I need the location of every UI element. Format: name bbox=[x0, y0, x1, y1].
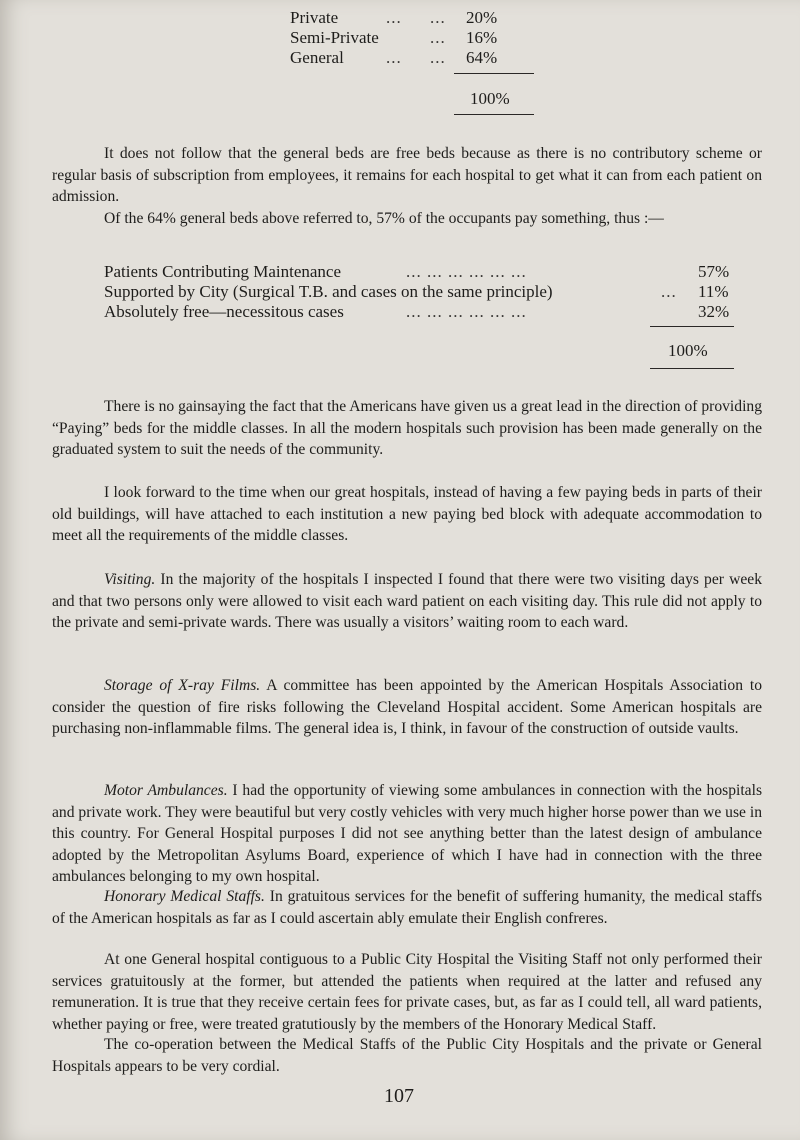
paragraph: I look forward to the time when our great hospitals, instead of having a few paying beds in parts of their old buildings, will have attached to each institution a new paying bed block with adequate accommodation to meet all the requirements of the middle classes. bbox=[52, 484, 762, 544]
paragraph: The co-operation between the Medical Staffs of the Public City Hospitals and the private or General Hospitals appears to be very cordial. bbox=[52, 1036, 762, 1075]
leader-dots: ... bbox=[661, 282, 677, 301]
paragraph-text: In the majority of the hospitals I inspected I found that there were two visiting days per week and that two persons only were allowed to visit each ward patient on each visiting day. This rule did not apply to the private and semi-private wards. There was usually a visitors’ waiting room to each ward. bbox=[52, 571, 762, 631]
leader-dots: ... bbox=[430, 8, 446, 27]
table-row bbox=[290, 8, 550, 28]
row-value: 16% bbox=[466, 28, 498, 47]
table-row bbox=[104, 282, 734, 302]
row-value: 11% bbox=[698, 282, 729, 301]
leader-dots: ... ... ... ... ... ... bbox=[406, 302, 527, 321]
table-rule bbox=[454, 73, 534, 74]
leader-dots: ... bbox=[430, 48, 446, 67]
section-heading: Honorary Medical Staffs. bbox=[104, 888, 265, 905]
paragraph: At one General hospital contiguous to a Public City Hospital the Visiting Staff not only performed their services gratuitously at the former, but attended the patients when required at the latter and refused any remuneration. It is true that they receive certain fees for private cases, but, as far as I could tell, all ward patients, whether paying or free, were treated gratutiously by the members of the Honorary Medical Staff. bbox=[52, 951, 762, 1033]
row-value: 57% bbox=[698, 262, 730, 281]
table-rule bbox=[650, 368, 734, 369]
table-row bbox=[104, 302, 734, 322]
table-rule bbox=[454, 114, 534, 115]
paragraph-text: I had the opportunity of viewing some ambulances in connection with the hospitals and private work. They were beautiful but very costly vehicles with very much higher horse power than we use in this country. For General Hospital purposes I did not see anything better than the latest design of ambulance adopted by the Metropolitan Asylums Board, experience of which I have had in connection with the three ambulances belonging to my own hospital. bbox=[52, 782, 763, 885]
leader-dots: ... bbox=[386, 48, 402, 67]
row-label: Semi-Private bbox=[290, 28, 379, 47]
paragraph: It does not follow that the general beds are free beds because as there is no contributory scheme or regular basis of subscription from employees, it remains for each hospital to get what it can from each patient on admission. bbox=[52, 145, 762, 205]
general-beds-table bbox=[104, 262, 734, 326]
table-row bbox=[290, 48, 550, 68]
row-label: Private bbox=[290, 8, 339, 27]
paragraph: There is no gainsaying the fact that the Americans have given us a great lead in the direction of providing “Paying” beds for the middle classes. In all the modern hospitals such provision has been made generally on the graduated system to suit the needs of the community. bbox=[52, 398, 762, 458]
row-value: 64% bbox=[466, 48, 498, 67]
paragraph-xray bbox=[52, 675, 762, 740]
section-heading: Visiting. bbox=[104, 571, 156, 588]
bed-distribution-table bbox=[290, 8, 550, 72]
paragraph-text: In gratuitous services for the benefit of suffering humanity, the medical staffs of the American hospitals as far as I could ascertain ably emulate their English confreres. bbox=[52, 888, 763, 927]
table-row bbox=[290, 28, 550, 48]
paragraph: Of the 64% general beds above referred to, 57% of the occupants pay something, thus :— bbox=[104, 210, 664, 227]
table-row bbox=[104, 262, 734, 282]
page-number: 107 bbox=[384, 1085, 414, 1107]
leader-dots: ... bbox=[386, 8, 402, 27]
paragraph-medical-staffs bbox=[52, 886, 762, 929]
paragraph-ambulances bbox=[52, 780, 762, 888]
row-label: Absolutely free—necessitous cases bbox=[104, 302, 344, 321]
section-heading: Motor Ambulances. bbox=[104, 782, 228, 799]
row-value: 20% bbox=[466, 8, 498, 27]
table-rule bbox=[650, 326, 734, 327]
row-label: Patients Contributing Maintenance bbox=[104, 262, 342, 281]
paragraph-text: A committee has been appointed by the American Hospitals Association to consider the question of fire risks following the Cleveland Hospital accident. Some American hospitals are purchasing non-inflammable films. The general idea is, I think, in favour of the construction of outside vaults. bbox=[52, 677, 762, 737]
leader-dots: ... bbox=[430, 28, 446, 47]
table-total: 100% bbox=[668, 341, 708, 360]
table-total: 100% bbox=[470, 89, 510, 108]
leader-dots: ... ... ... ... ... ... bbox=[406, 262, 527, 281]
row-value: 32% bbox=[698, 302, 730, 321]
paragraph-visiting bbox=[52, 569, 762, 634]
row-label: Supported by City (Surgical T.B. and cases on the same principle) bbox=[104, 282, 553, 301]
section-heading: Storage of X-ray Films. bbox=[104, 677, 261, 694]
row-label: General bbox=[290, 48, 344, 67]
